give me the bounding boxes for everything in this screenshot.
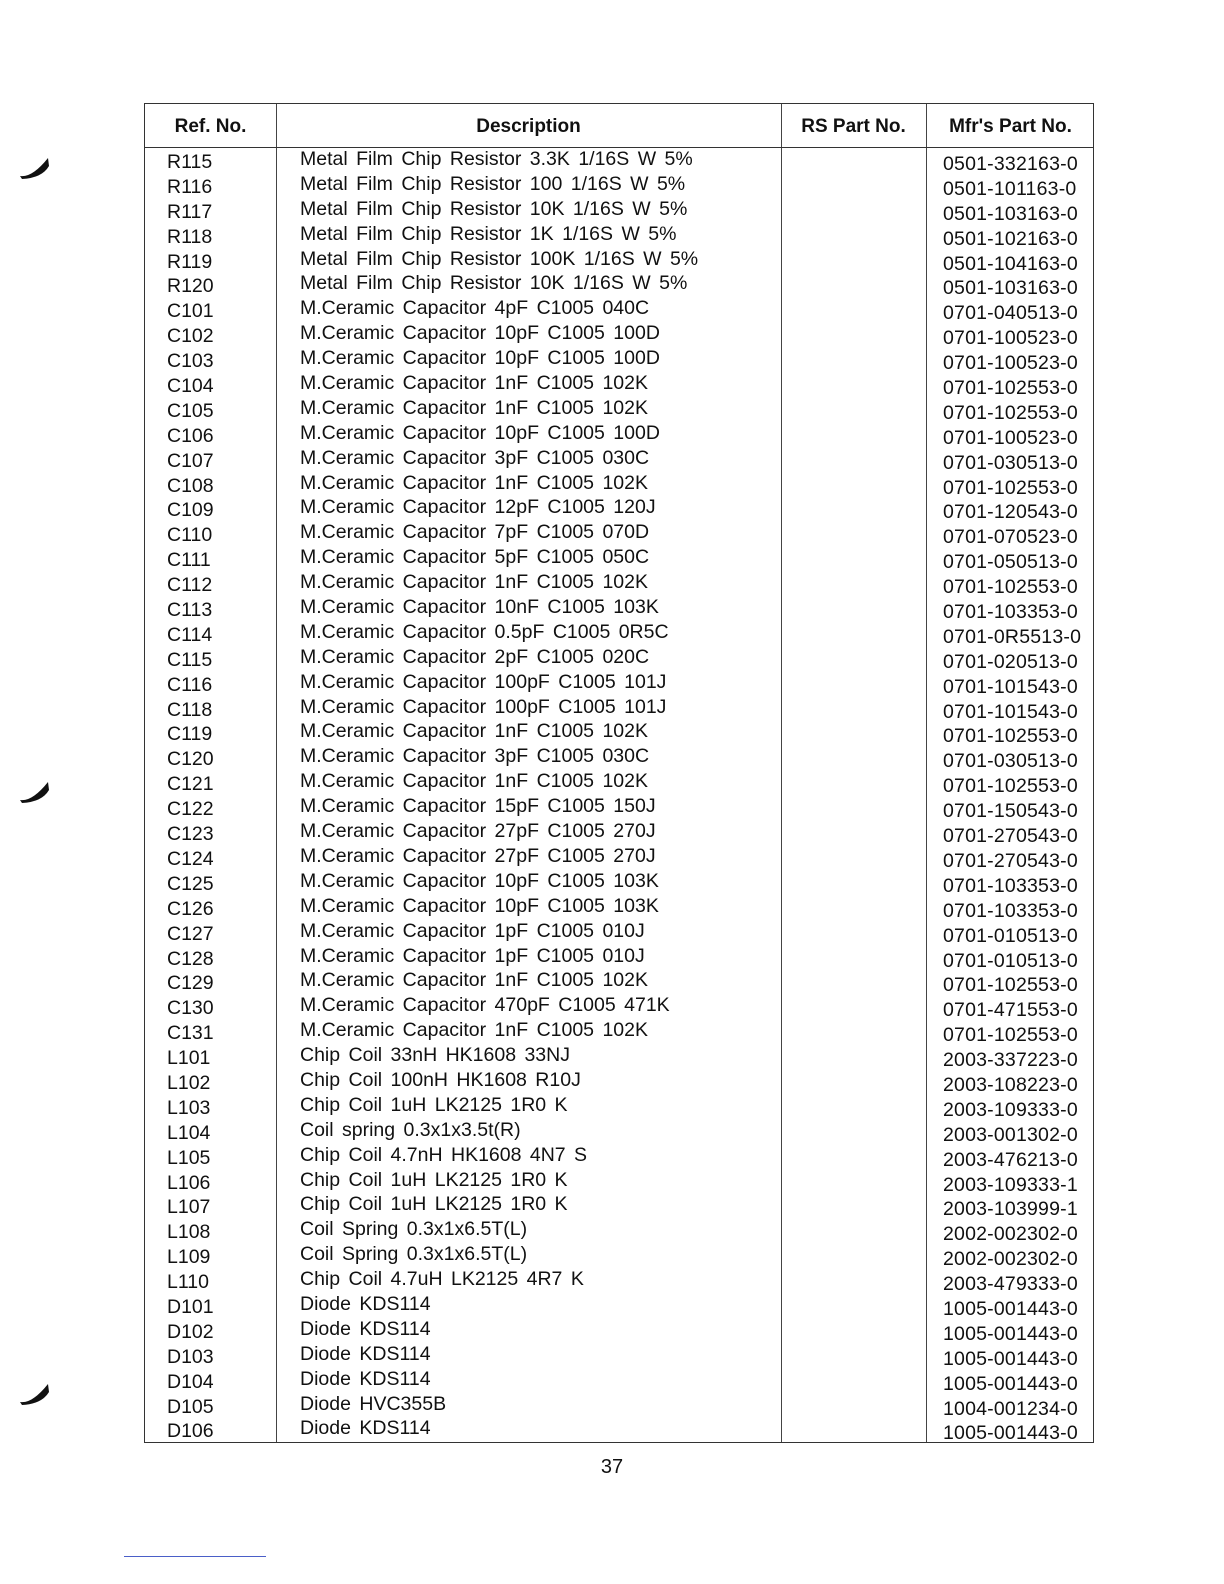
table-row bbox=[145, 1193, 1093, 1221]
mfr-part-cell: 0701-103353-0 bbox=[943, 899, 1078, 922]
description-cell: M.Ceramic Capacitor 1nF C1005 102K bbox=[300, 720, 648, 743]
table-row bbox=[145, 1293, 1093, 1318]
mfr-part-cell: 2002-002302-0 bbox=[943, 1248, 1078, 1271]
ref-cell: D106 bbox=[167, 1420, 214, 1443]
ref-cell: R115 bbox=[167, 151, 213, 173]
binding-mark-icon bbox=[18, 776, 52, 804]
description-cell: M.Ceramic Capacitor 3pF C1005 030C bbox=[300, 446, 650, 469]
table-row bbox=[145, 720, 1093, 748]
description-cell: M.Ceramic Capacitor 12pF C1005 120J bbox=[300, 496, 656, 519]
description-cell: M.Ceramic Capacitor 3pF C1005 030C bbox=[300, 745, 650, 768]
mfr-part-cell: 0701-102553-0 bbox=[943, 725, 1078, 748]
ref-cell: C108 bbox=[167, 474, 214, 497]
ref-cell: L103 bbox=[167, 1096, 211, 1119]
description-cell: M.Ceramic Capacitor 10pF C1005 103K bbox=[300, 894, 659, 917]
mfr-part-cell: 0501-332163-0 bbox=[943, 153, 1078, 175]
ref-cell: L104 bbox=[167, 1121, 211, 1144]
header-rs-part-no: RS Part No. bbox=[801, 116, 906, 137]
ref-cell: C109 bbox=[167, 499, 214, 522]
ref-cell: C120 bbox=[167, 748, 214, 771]
mfr-part-cell: 0701-0R5513-0 bbox=[943, 625, 1082, 648]
ref-cell: C113 bbox=[167, 599, 213, 622]
description-cell: Diode KDS114 bbox=[300, 1342, 431, 1365]
description-cell: Chip Coil 1uH LK2125 1R0 K bbox=[300, 1193, 568, 1216]
table-row bbox=[145, 347, 1093, 375]
description-cell: M.Ceramic Capacitor 470pF C1005 471K bbox=[300, 994, 670, 1017]
description-cell: Coil Spring 0.3x1x6.5T(L) bbox=[300, 1243, 528, 1266]
table-row bbox=[145, 1268, 1093, 1296]
table-row bbox=[145, 1019, 1093, 1047]
mfr-part-cell: 0701-270543-0 bbox=[943, 849, 1078, 872]
table-row bbox=[145, 223, 1093, 248]
mfr-part-cell: 2003-109333-1 bbox=[943, 1173, 1078, 1196]
mfr-part-cell: 0701-101543-0 bbox=[943, 700, 1078, 723]
table-row bbox=[145, 745, 1093, 773]
mfr-part-cell: 0701-050513-0 bbox=[943, 551, 1078, 574]
ref-cell: C106 bbox=[167, 424, 214, 447]
description-cell: M.Ceramic Capacitor 100pF C1005 101J bbox=[300, 670, 667, 693]
description-cell: Diode HVC355B bbox=[300, 1392, 447, 1415]
description-cell: Coil spring 0.3x1x3.5t(R) bbox=[300, 1118, 521, 1141]
ref-cell: L101 bbox=[167, 1047, 211, 1070]
mfr-part-cell: 0701-103353-0 bbox=[943, 601, 1078, 624]
mfr-part-cell: 0501-102163-0 bbox=[943, 227, 1078, 250]
ref-cell: R117 bbox=[167, 200, 213, 223]
ref-cell: C122 bbox=[167, 798, 214, 821]
mfr-part-cell: 0701-040513-0 bbox=[943, 302, 1078, 325]
ref-cell: C119 bbox=[167, 723, 213, 746]
table-row bbox=[145, 472, 1093, 497]
mfr-part-cell: 1005-001443-0 bbox=[943, 1422, 1078, 1445]
description-cell: M.Ceramic Capacitor 1nF C1005 102K bbox=[300, 1019, 648, 1042]
ref-cell: D104 bbox=[167, 1370, 214, 1393]
description-cell: M.Ceramic Capacitor 7pF C1005 070D bbox=[300, 521, 650, 544]
ref-cell: D101 bbox=[167, 1295, 214, 1318]
mfr-part-cell: 0701-102553-0 bbox=[943, 775, 1078, 798]
table-row bbox=[145, 571, 1093, 599]
mfr-part-cell: 0701-010513-0 bbox=[943, 924, 1078, 947]
ref-cell: C125 bbox=[167, 872, 214, 895]
mfr-part-cell: 0701-070523-0 bbox=[943, 526, 1078, 549]
ref-cell: C105 bbox=[167, 399, 214, 422]
ref-cell: D102 bbox=[167, 1320, 214, 1343]
description-cell: Chip Coil 4.7uH LK2125 4R7 K bbox=[300, 1268, 584, 1291]
table-row bbox=[145, 1094, 1093, 1119]
mfr-part-cell: 0501-104163-0 bbox=[943, 252, 1078, 275]
mfr-part-cell: 0701-010513-0 bbox=[943, 949, 1078, 972]
mfr-part-cell: 0701-102553-0 bbox=[943, 1024, 1078, 1047]
table-row bbox=[145, 322, 1093, 350]
mfr-part-cell: 2003-108223-0 bbox=[943, 1073, 1078, 1096]
ref-cell: C116 bbox=[167, 673, 213, 696]
table-row bbox=[145, 1318, 1093, 1343]
ref-cell: C127 bbox=[167, 922, 214, 945]
mfr-part-cell: 2002-002302-0 bbox=[943, 1223, 1078, 1246]
mfr-part-cell: 0701-101543-0 bbox=[943, 675, 1078, 698]
description-cell: Chip Coil 33nH HK1608 33NJ bbox=[300, 1044, 570, 1067]
mfr-part-cell: 0701-102553-0 bbox=[943, 476, 1078, 499]
description-cell: Metal Film Chip Resistor 100K 1/16S W 5% bbox=[300, 247, 699, 270]
ref-cell: C115 bbox=[167, 648, 213, 671]
mfr-part-cell: 0701-102553-0 bbox=[943, 974, 1078, 997]
mfr-part-cell: 0701-471553-0 bbox=[943, 999, 1078, 1022]
description-cell: M.Ceramic Capacitor 15pF C1005 150J bbox=[300, 795, 656, 818]
description-cell: M.Ceramic Capacitor 1nF C1005 102K bbox=[300, 969, 648, 992]
table-row bbox=[145, 173, 1093, 198]
description-cell: M.Ceramic Capacitor 1nF C1005 102K bbox=[300, 571, 648, 594]
table-row bbox=[145, 596, 1093, 624]
table-row bbox=[145, 198, 1093, 223]
description-cell: M.Ceramic Capacitor 0.5pF C1005 0R5C bbox=[300, 620, 669, 643]
table-row bbox=[145, 696, 1093, 721]
ref-cell: D103 bbox=[167, 1345, 214, 1368]
mfr-part-cell: 0501-103163-0 bbox=[943, 202, 1078, 225]
table-row bbox=[145, 1119, 1093, 1144]
description-cell: Metal Film Chip Resistor 3.3K 1/16S W 5% bbox=[300, 148, 693, 170]
description-cell: Metal Film Chip Resistor 1K 1/16S W 5% bbox=[300, 222, 677, 245]
table-row bbox=[145, 845, 1093, 870]
table-row bbox=[145, 422, 1093, 447]
description-cell: M.Ceramic Capacitor 10nF C1005 103K bbox=[300, 596, 659, 619]
mfr-part-cell: 2003-103999-1 bbox=[943, 1198, 1078, 1221]
binding-mark-icon bbox=[18, 1378, 52, 1406]
ref-cell: C112 bbox=[167, 574, 213, 597]
ref-cell: R119 bbox=[167, 250, 213, 273]
ref-cell: C129 bbox=[167, 972, 214, 995]
description-cell: M.Ceramic Capacitor 1nF C1005 102K bbox=[300, 372, 648, 395]
table-row bbox=[145, 671, 1093, 696]
ref-cell: C102 bbox=[167, 325, 214, 348]
description-cell: Diode KDS114 bbox=[300, 1292, 431, 1315]
table-row bbox=[145, 521, 1093, 549]
ref-cell: C130 bbox=[167, 997, 214, 1020]
description-cell: Metal Film Chip Resistor 10K 1/16S W 5% bbox=[300, 197, 688, 220]
description-cell: Chip Coil 1uH LK2125 1R0 K bbox=[300, 1168, 568, 1191]
ref-cell: L107 bbox=[167, 1196, 211, 1219]
table-row bbox=[145, 994, 1093, 1022]
description-cell: Diode KDS114 bbox=[300, 1317, 431, 1340]
mfr-part-cell: 1005-001443-0 bbox=[943, 1372, 1078, 1395]
table-row bbox=[145, 447, 1093, 472]
mfr-part-cell: 0701-102553-0 bbox=[943, 401, 1078, 424]
description-cell: Coil Spring 0.3x1x6.5T(L) bbox=[300, 1218, 528, 1241]
table-row bbox=[145, 770, 1093, 798]
mfr-part-cell: 0701-100523-0 bbox=[943, 327, 1078, 350]
mfr-part-cell: 0701-150543-0 bbox=[943, 800, 1078, 823]
ref-cell: C111 bbox=[167, 549, 211, 572]
mfr-part-cell: 1004-001234-0 bbox=[943, 1397, 1078, 1420]
mfr-part-cell: 2003-476213-0 bbox=[943, 1148, 1078, 1171]
mfr-part-cell: 0701-030513-0 bbox=[943, 750, 1078, 773]
ref-cell: C121 bbox=[167, 773, 214, 796]
description-cell: M.Ceramic Capacitor 4pF C1005 040C bbox=[300, 297, 650, 320]
header-mfr-part-no: Mfr's Part No. bbox=[949, 116, 1072, 137]
description-cell: M.Ceramic Capacitor 5pF C1005 050C bbox=[300, 546, 650, 569]
table-row bbox=[145, 870, 1093, 895]
table-row bbox=[145, 795, 1093, 823]
ref-cell: L102 bbox=[167, 1071, 211, 1094]
description-cell: M.Ceramic Capacitor 10pF C1005 100D bbox=[300, 421, 660, 444]
ref-cell: L108 bbox=[167, 1221, 211, 1244]
description-cell: Chip Coil 100nH HK1608 R10J bbox=[300, 1068, 581, 1091]
table-row bbox=[145, 895, 1093, 920]
table-row bbox=[145, 1169, 1093, 1194]
ref-cell: R116 bbox=[167, 175, 213, 198]
mfr-part-cell: 1005-001443-0 bbox=[943, 1347, 1078, 1370]
description-cell: M.Ceramic Capacitor 27pF C1005 270J bbox=[300, 844, 656, 867]
ref-cell: L110 bbox=[167, 1271, 209, 1294]
mfr-part-cell: 2003-337223-0 bbox=[943, 1049, 1078, 1072]
ref-cell: R120 bbox=[167, 275, 214, 298]
description-cell: M.Ceramic Capacitor 2pF C1005 020C bbox=[300, 645, 650, 668]
description-cell: Chip Coil 1uH LK2125 1R0 K bbox=[300, 1093, 568, 1116]
footer-rule bbox=[124, 1556, 266, 1557]
ref-cell: C123 bbox=[167, 823, 214, 846]
table-row bbox=[145, 148, 1093, 173]
ref-cell: C128 bbox=[167, 947, 214, 970]
description-cell: M.Ceramic Capacitor 10pF C1005 100D bbox=[300, 347, 660, 370]
description-cell: Diode KDS114 bbox=[300, 1417, 431, 1440]
table-row bbox=[145, 372, 1093, 400]
description-cell: M.Ceramic Capacitor 10pF C1005 103K bbox=[300, 869, 659, 892]
description-cell: M.Ceramic Capacitor 27pF C1005 270J bbox=[300, 820, 656, 843]
table-row bbox=[145, 248, 1093, 273]
ref-cell: L109 bbox=[167, 1246, 211, 1269]
table-row bbox=[145, 969, 1093, 997]
description-cell: Chip Coil 4.7nH HK1608 4N7 S bbox=[300, 1143, 588, 1166]
mfr-part-cell: 0501-101163-0 bbox=[943, 177, 1077, 200]
ref-cell: R118 bbox=[167, 225, 213, 248]
mfr-part-cell: 0701-100523-0 bbox=[943, 426, 1078, 449]
mfr-part-cell: 2003-001302-0 bbox=[943, 1123, 1078, 1146]
ref-cell: C110 bbox=[167, 524, 213, 547]
ref-cell: L105 bbox=[167, 1146, 211, 1169]
ref-cell: C118 bbox=[167, 698, 213, 721]
ref-cell: C104 bbox=[167, 375, 214, 398]
mfr-part-cell: 1005-001443-0 bbox=[943, 1297, 1078, 1320]
table-row bbox=[145, 1243, 1093, 1271]
table-row bbox=[145, 820, 1093, 848]
table-row bbox=[145, 1368, 1093, 1393]
mfr-part-cell: 0701-102553-0 bbox=[943, 576, 1078, 599]
table-row bbox=[145, 621, 1093, 646]
ref-cell: D105 bbox=[167, 1395, 214, 1418]
ref-cell: C131 bbox=[167, 1022, 214, 1045]
table-row bbox=[145, 1044, 1093, 1072]
table-row bbox=[145, 920, 1093, 945]
table-row bbox=[145, 496, 1093, 524]
mfr-part-cell: 0701-100523-0 bbox=[943, 352, 1078, 375]
ref-cell: L106 bbox=[167, 1171, 211, 1194]
mfr-part-cell: 0701-102553-0 bbox=[943, 377, 1078, 400]
mfr-part-cell: 0701-030513-0 bbox=[943, 451, 1078, 474]
description-cell: M.Ceramic Capacitor 1nF C1005 102K bbox=[300, 396, 648, 419]
description-cell: M.Ceramic Capacitor 100pF C1005 101J bbox=[300, 695, 667, 718]
ref-cell: C103 bbox=[167, 350, 214, 373]
mfr-part-cell: 0701-270543-0 bbox=[943, 825, 1078, 848]
table-row bbox=[145, 1069, 1093, 1094]
ref-cell: C126 bbox=[167, 897, 214, 920]
table-row bbox=[145, 546, 1093, 574]
table-row bbox=[145, 1343, 1093, 1368]
header-ref-no: Ref. No. bbox=[174, 116, 247, 137]
table-row bbox=[145, 945, 1093, 970]
description-cell: M.Ceramic Capacitor 10pF C1005 100D bbox=[300, 322, 660, 345]
table-row bbox=[145, 297, 1093, 325]
mfr-part-cell: 0701-103353-0 bbox=[943, 874, 1078, 897]
mfr-part-cell: 0701-020513-0 bbox=[943, 650, 1078, 673]
ref-cell: C124 bbox=[167, 847, 214, 870]
header-description: Description bbox=[476, 116, 581, 137]
ref-cell: C107 bbox=[167, 449, 214, 472]
description-cell: M.Ceramic Capacitor 1pF C1005 010J bbox=[300, 944, 645, 967]
page-number: 37 bbox=[600, 1456, 624, 1478]
table-row bbox=[145, 646, 1093, 671]
description-cell: M.Ceramic Capacitor 1pF C1005 010J bbox=[300, 919, 645, 942]
ref-cell: C114 bbox=[167, 623, 213, 646]
mfr-part-cell: 0501-103163-0 bbox=[943, 277, 1078, 300]
description-cell: M.Ceramic Capacitor 1nF C1005 102K bbox=[300, 471, 648, 494]
table-row bbox=[145, 397, 1093, 422]
mfr-part-cell: 2003-479333-0 bbox=[943, 1273, 1078, 1296]
description-cell: Metal Film Chip Resistor 10K 1/16S W 5% bbox=[300, 272, 688, 295]
parts-table bbox=[144, 103, 1094, 1443]
ref-cell: C101 bbox=[167, 300, 214, 323]
mfr-part-cell: 0701-120543-0 bbox=[943, 501, 1078, 524]
table-body bbox=[145, 148, 1093, 1445]
description-cell: Metal Film Chip Resistor 100 1/16S W 5% bbox=[300, 172, 686, 195]
binding-mark-icon bbox=[18, 152, 52, 180]
table-row bbox=[145, 1218, 1093, 1246]
description-cell: M.Ceramic Capacitor 1nF C1005 102K bbox=[300, 770, 648, 793]
table-row bbox=[145, 1144, 1093, 1169]
table-row bbox=[145, 1393, 1093, 1418]
mfr-part-cell: 1005-001443-0 bbox=[943, 1322, 1078, 1345]
description-cell: Diode KDS114 bbox=[300, 1367, 431, 1390]
table-row bbox=[145, 1417, 1093, 1445]
table-row bbox=[145, 272, 1093, 300]
mfr-part-cell: 2003-109333-0 bbox=[943, 1098, 1078, 1121]
